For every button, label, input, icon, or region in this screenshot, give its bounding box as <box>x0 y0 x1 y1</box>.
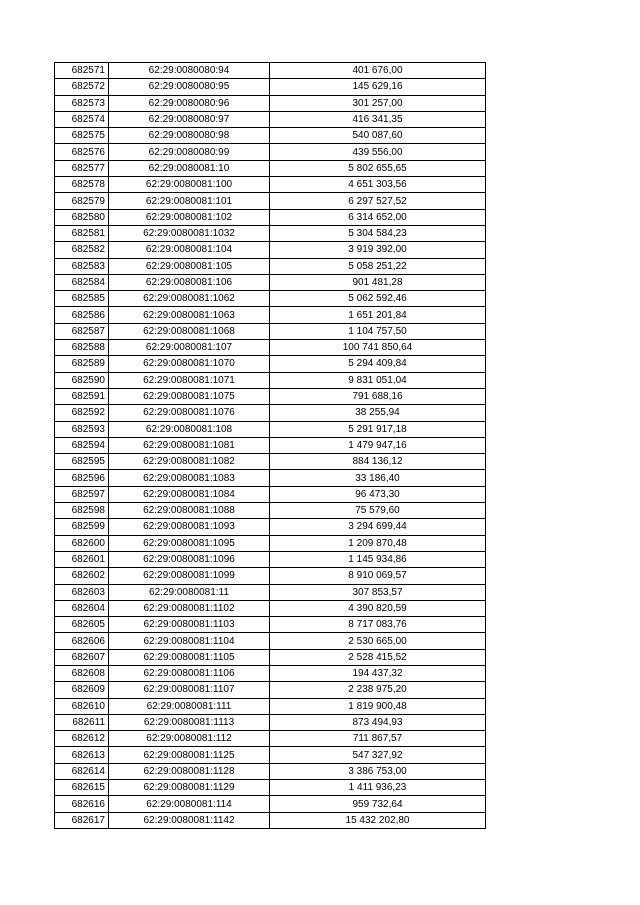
cadastral-value-cell: 5 304 584,23 <box>270 225 486 241</box>
cadastral-number-cell: 62:29:0080081:1096 <box>109 551 270 567</box>
row-number-cell: 682591 <box>55 388 109 404</box>
row-number-cell: 682609 <box>55 682 109 698</box>
cadastral-number-cell: 62:29:0080081:1084 <box>109 486 270 502</box>
cadastral-value-cell: 3 386 753,00 <box>270 763 486 779</box>
table-row <box>55 633 486 649</box>
table-row <box>55 747 486 763</box>
table-row <box>55 340 486 356</box>
cadastral-number-cell: 62:29:0080081:1142 <box>109 812 270 828</box>
cadastral-number-cell: 62:29:0080080:95 <box>109 79 270 95</box>
row-number-cell: 682595 <box>55 454 109 470</box>
table-row <box>55 796 486 812</box>
cadastral-number-cell: 62:29:0080081:1103 <box>109 617 270 633</box>
cadastral-value-cell: 1 819 900,48 <box>270 698 486 714</box>
cadastral-number-cell: 62:29:0080081:114 <box>109 796 270 812</box>
table-row <box>55 551 486 567</box>
cadastral-number-cell: 62:29:0080081:1102 <box>109 600 270 616</box>
cadastral-value-cell: 5 294 409,84 <box>270 356 486 372</box>
cadastral-value-cell: 1 651 201,84 <box>270 307 486 323</box>
cadastral-number-cell: 62:29:0080081:1075 <box>109 388 270 404</box>
row-number-cell: 682593 <box>55 421 109 437</box>
row-number-cell: 682615 <box>55 780 109 796</box>
cadastral-value-cell: 401 676,00 <box>270 63 486 79</box>
cadastral-number-cell: 62:29:0080080:99 <box>109 144 270 160</box>
cadastral-value-cell: 711 867,57 <box>270 731 486 747</box>
cadastral-value-cell: 38 255,94 <box>270 405 486 421</box>
table-row <box>55 209 486 225</box>
cadastral-number-cell: 62:29:0080081:1093 <box>109 519 270 535</box>
cadastral-number-cell: 62:29:0080080:97 <box>109 111 270 127</box>
cadastral-number-cell: 62:29:0080081:102 <box>109 209 270 225</box>
cadastral-value-cell: 33 186,40 <box>270 470 486 486</box>
cadastral-number-cell: 62:29:0080081:106 <box>109 274 270 290</box>
cadastral-value-cell: 5 802 655,65 <box>270 160 486 176</box>
cadastral-number-cell: 62:29:0080081:1129 <box>109 780 270 796</box>
cadastral-number-cell: 62:29:0080081:1076 <box>109 405 270 421</box>
table-row <box>55 584 486 600</box>
cadastral-value-cell: 2 530 665,00 <box>270 633 486 649</box>
cadastral-value-cell: 6 297 527,52 <box>270 193 486 209</box>
cadastral-number-cell: 62:29:0080081:10 <box>109 160 270 176</box>
table-row <box>55 470 486 486</box>
cadastral-number-cell: 62:29:0080081:105 <box>109 258 270 274</box>
table-row <box>55 665 486 681</box>
cadastral-value-cell: 959 732,64 <box>270 796 486 812</box>
row-number-cell: 682583 <box>55 258 109 274</box>
cadastral-number-cell: 62:29:0080081:1032 <box>109 225 270 241</box>
cadastral-value-cell: 8 717 083,76 <box>270 617 486 633</box>
cadastral-number-cell: 62:29:0080081:1082 <box>109 454 270 470</box>
cadastral-value-cell: 194 437,32 <box>270 665 486 681</box>
table-row <box>55 225 486 241</box>
table-row <box>55 568 486 584</box>
cadastral-value-cell: 15 432 202,80 <box>270 812 486 828</box>
row-number-cell: 682607 <box>55 649 109 665</box>
cadastral-value-cell: 1 145 934,86 <box>270 551 486 567</box>
row-number-cell: 682587 <box>55 323 109 339</box>
row-number-cell: 682584 <box>55 274 109 290</box>
table-row <box>55 193 486 209</box>
cadastral-value-cell: 5 062 592,46 <box>270 291 486 307</box>
cadastral-value-cell: 540 087,60 <box>270 128 486 144</box>
table-row <box>55 503 486 519</box>
cadastral-number-cell: 62:29:0080081:104 <box>109 242 270 258</box>
row-number-cell: 682585 <box>55 291 109 307</box>
table-row <box>55 372 486 388</box>
cadastral-number-cell: 62:29:0080081:1071 <box>109 372 270 388</box>
table-row <box>55 405 486 421</box>
cadastral-number-cell: 62:29:0080081:100 <box>109 177 270 193</box>
table-row <box>55 714 486 730</box>
table-row <box>55 437 486 453</box>
table-row <box>55 421 486 437</box>
cadastral-value-cell: 1 479 947,16 <box>270 437 486 453</box>
row-number-cell: 682576 <box>55 144 109 160</box>
table-row <box>55 600 486 616</box>
row-number-cell: 682582 <box>55 242 109 258</box>
row-number-cell: 682581 <box>55 225 109 241</box>
table-row <box>55 128 486 144</box>
table-row <box>55 79 486 95</box>
cadastral-value-cell: 9 831 051,04 <box>270 372 486 388</box>
row-number-cell: 682604 <box>55 600 109 616</box>
cadastral-value-table <box>54 62 486 829</box>
cadastral-value-cell: 3 294 699,44 <box>270 519 486 535</box>
cadastral-number-cell: 62:29:0080081:107 <box>109 340 270 356</box>
row-number-cell: 682596 <box>55 470 109 486</box>
row-number-cell: 682603 <box>55 584 109 600</box>
cadastral-number-cell: 62:29:0080081:1083 <box>109 470 270 486</box>
row-number-cell: 682586 <box>55 307 109 323</box>
table-row <box>55 486 486 502</box>
cadastral-value-cell: 3 919 392,00 <box>270 242 486 258</box>
cadastral-value-cell: 416 341,35 <box>270 111 486 127</box>
cadastral-number-cell: 62:29:0080081:111 <box>109 698 270 714</box>
cadastral-value-cell: 791 688,16 <box>270 388 486 404</box>
cadastral-value-cell: 301 257,00 <box>270 95 486 111</box>
cadastral-number-cell: 62:29:0080081:1095 <box>109 535 270 551</box>
table-row <box>55 535 486 551</box>
cadastral-value-cell: 145 629,16 <box>270 79 486 95</box>
cadastral-value-cell: 873 494,93 <box>270 714 486 730</box>
cadastral-number-cell: 62:29:0080081:11 <box>109 584 270 600</box>
cadastral-value-cell: 75 579,60 <box>270 503 486 519</box>
row-number-cell: 682605 <box>55 617 109 633</box>
cadastral-value-cell: 96 473,30 <box>270 486 486 502</box>
row-number-cell: 682598 <box>55 503 109 519</box>
table-row <box>55 63 486 79</box>
row-number-cell: 682589 <box>55 356 109 372</box>
row-number-cell: 682599 <box>55 519 109 535</box>
cadastral-number-cell: 62:29:0080081:1088 <box>109 503 270 519</box>
cadastral-number-cell: 62:29:0080081:1128 <box>109 763 270 779</box>
cadastral-number-cell: 62:29:0080081:1062 <box>109 291 270 307</box>
cadastral-value-cell: 1 104 757,50 <box>270 323 486 339</box>
row-number-cell: 682579 <box>55 193 109 209</box>
row-number-cell: 682594 <box>55 437 109 453</box>
table-row <box>55 731 486 747</box>
cadastral-value-cell: 2 238 975,20 <box>270 682 486 698</box>
table-row <box>55 160 486 176</box>
cadastral-value-cell: 6 314 652,00 <box>270 209 486 225</box>
row-number-cell: 682580 <box>55 209 109 225</box>
table-row <box>55 763 486 779</box>
row-number-cell: 682608 <box>55 665 109 681</box>
row-number-cell: 682577 <box>55 160 109 176</box>
cadastral-value-cell: 100 741 850,64 <box>270 340 486 356</box>
cadastral-value-cell: 4 390 820,59 <box>270 600 486 616</box>
row-number-cell: 682606 <box>55 633 109 649</box>
row-number-cell: 682617 <box>55 812 109 828</box>
row-number-cell: 682602 <box>55 568 109 584</box>
row-number-cell: 682578 <box>55 177 109 193</box>
row-number-cell: 682574 <box>55 111 109 127</box>
cadastral-number-cell: 62:29:0080081:101 <box>109 193 270 209</box>
cadastral-value-cell: 884 136,12 <box>270 454 486 470</box>
cadastral-number-cell: 62:29:0080081:112 <box>109 731 270 747</box>
row-number-cell: 682571 <box>55 63 109 79</box>
table-row <box>55 144 486 160</box>
table-row <box>55 698 486 714</box>
table-row <box>55 780 486 796</box>
cadastral-number-cell: 62:29:0080081:1099 <box>109 568 270 584</box>
cadastral-value-cell: 439 556,00 <box>270 144 486 160</box>
row-number-cell: 682572 <box>55 79 109 95</box>
cadastral-number-cell: 62:29:0080081:1125 <box>109 747 270 763</box>
table-row <box>55 649 486 665</box>
table-row <box>55 454 486 470</box>
cadastral-value-cell: 307 853,57 <box>270 584 486 600</box>
table-row <box>55 258 486 274</box>
cadastral-number-cell: 62:29:0080080:94 <box>109 63 270 79</box>
row-number-cell: 682612 <box>55 731 109 747</box>
row-number-cell: 682575 <box>55 128 109 144</box>
row-number-cell: 682573 <box>55 95 109 111</box>
cadastral-value-cell: 8 910 069,57 <box>270 568 486 584</box>
row-number-cell: 682616 <box>55 796 109 812</box>
row-number-cell: 682592 <box>55 405 109 421</box>
table-row <box>55 617 486 633</box>
cadastral-number-cell: 62:29:0080081:1070 <box>109 356 270 372</box>
cadastral-value-cell: 901 481,28 <box>270 274 486 290</box>
row-number-cell: 682601 <box>55 551 109 567</box>
cadastral-number-cell: 62:29:0080081:1068 <box>109 323 270 339</box>
table-row <box>55 519 486 535</box>
cadastral-number-cell: 62:29:0080081:1105 <box>109 649 270 665</box>
cadastral-value-cell: 4 651 303,56 <box>270 177 486 193</box>
table-row <box>55 95 486 111</box>
cadastral-number-cell: 62:29:0080081:108 <box>109 421 270 437</box>
cadastral-number-cell: 62:29:0080081:1107 <box>109 682 270 698</box>
table-row <box>55 274 486 290</box>
cadastral-value-cell: 1 209 870,48 <box>270 535 486 551</box>
table-row <box>55 291 486 307</box>
cadastral-number-cell: 62:29:0080081:1106 <box>109 665 270 681</box>
table-row <box>55 356 486 372</box>
table-row <box>55 682 486 698</box>
cadastral-value-cell: 2 528 415,52 <box>270 649 486 665</box>
table-row <box>55 388 486 404</box>
cadastral-number-cell: 62:29:0080081:1113 <box>109 714 270 730</box>
table-row <box>55 177 486 193</box>
row-number-cell: 682611 <box>55 714 109 730</box>
table-row <box>55 307 486 323</box>
table-row <box>55 111 486 127</box>
cadastral-number-cell: 62:29:0080080:96 <box>109 95 270 111</box>
row-number-cell: 682614 <box>55 763 109 779</box>
row-number-cell: 682613 <box>55 747 109 763</box>
cadastral-number-cell: 62:29:0080081:1081 <box>109 437 270 453</box>
cadastral-value-cell: 1 411 936,23 <box>270 780 486 796</box>
cadastral-value-cell: 5 291 917,18 <box>270 421 486 437</box>
row-number-cell: 682600 <box>55 535 109 551</box>
row-number-cell: 682610 <box>55 698 109 714</box>
cadastral-number-cell: 62:29:0080080:98 <box>109 128 270 144</box>
table-row <box>55 242 486 258</box>
table-body <box>55 63 486 829</box>
row-number-cell: 682590 <box>55 372 109 388</box>
table-row <box>55 812 486 828</box>
row-number-cell: 682588 <box>55 340 109 356</box>
cadastral-value-cell: 547 327,92 <box>270 747 486 763</box>
table-row <box>55 323 486 339</box>
row-number-cell: 682597 <box>55 486 109 502</box>
cadastral-number-cell: 62:29:0080081:1104 <box>109 633 270 649</box>
cadastral-number-cell: 62:29:0080081:1063 <box>109 307 270 323</box>
cadastral-value-cell: 5 058 251,22 <box>270 258 486 274</box>
